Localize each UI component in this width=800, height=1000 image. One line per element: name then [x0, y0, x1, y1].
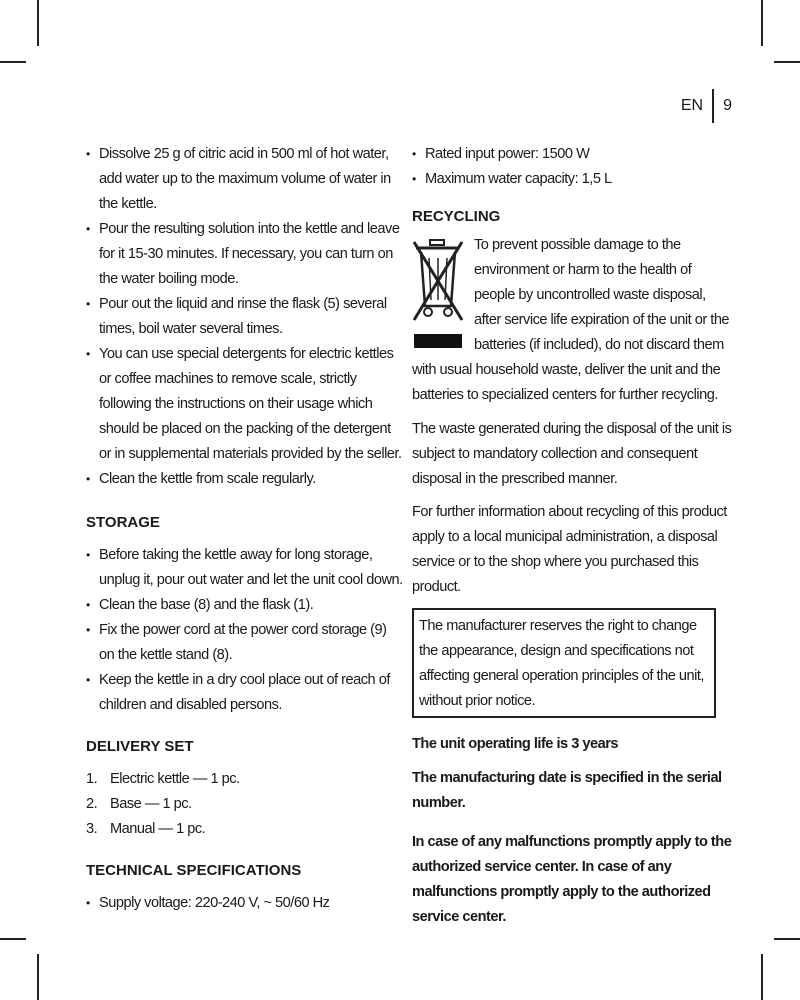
left-column	[86, 142, 404, 916]
recycling-heading: RECYCLING	[412, 208, 501, 225]
crop-mark	[761, 954, 763, 1000]
recycling-paragraph-2: The waste generated during the disposal of the unit is subject to mandatory collection and consequent disposal in the prescribed manner.	[412, 421, 732, 487]
page-number: 9	[723, 97, 732, 114]
right-column	[412, 142, 734, 930]
storage-list	[86, 543, 404, 718]
list-item: • You can use special detergents for electric kettles or coffee machines to remove scale, strictly following the instructions on their usage which should be placed on the packing of the detergent or in supplemental materials provided by the seller.	[86, 342, 404, 467]
notice-box	[412, 608, 716, 718]
list-item	[86, 792, 404, 817]
crop-mark	[37, 0, 39, 46]
notice-text: The manufacturer reserves the right to change the appearance, design and specifications not affecting general operation principles of the unit, without prior notice.	[419, 618, 704, 709]
list-item: • Keep the kettle in a dry cool place out of reach of children and disabled persons.	[86, 668, 404, 718]
item-text: Electric kettle — 1 pc.	[110, 771, 240, 787]
crop-mark	[0, 938, 26, 940]
language-code: EN	[680, 97, 704, 114]
crop-mark	[774, 938, 800, 940]
item-number: 2.	[86, 796, 98, 812]
delivery-list	[86, 767, 404, 842]
list-item: • Clean the base (8) and the flask (1).	[86, 593, 404, 618]
list-item: • Rated input power: 1500 W	[412, 142, 734, 167]
operating-life: The unit operating life is 3 years	[412, 736, 619, 752]
cleaning-list	[86, 142, 404, 492]
storage-heading: STORAGE	[86, 514, 160, 531]
specs-heading: TECHNICAL SPECIFICATIONS	[86, 862, 302, 879]
list-item: • Pour out the liquid and rinse the flask (5) several times, boil water several times.	[86, 292, 404, 342]
recycling-intro: To prevent possible damage to the environment or harm to the health of people by uncontrolled waste disposal, after service life expiration of the unit or the batteries (if included), do not discard them with usual household waste, deliver the unit and the batteries to specialized centers for further recycling.	[412, 237, 730, 403]
list-item: • Pour the resulting solution into the kettle and leave for it 15-30 minutes. If necessary, you can turn on the water boiling mode.	[86, 217, 404, 292]
service-notice: In case of any malfunctions promptly apply to the authorized service center. In case of any malfunctions promptly apply to the authorized service center.	[412, 834, 732, 925]
item-number: 1.	[86, 771, 98, 787]
crop-mark	[774, 61, 800, 63]
page-header	[681, 89, 732, 123]
recycling-block	[412, 233, 734, 408]
list-item	[86, 817, 404, 842]
list-item: • Maximum water capacity: 1,5 L	[412, 167, 734, 192]
crop-mark	[0, 61, 26, 63]
list-item: • Before taking the kettle away for long storage, unplug it, pour out water and let the unit cool down.	[86, 543, 404, 593]
recycling-paragraph-3: For further information about recycling of this product apply to a local municipal administration, a disposal service or to the shop where you purchased this product.	[412, 504, 727, 595]
list-item: • Dissolve 25 g of citric acid in 500 ml of hot water, add water up to the maximum volume of water in the kettle.	[86, 142, 404, 217]
list-item	[86, 767, 404, 792]
crop-mark	[761, 0, 763, 46]
crop-mark	[37, 954, 39, 1000]
item-number: 3.	[86, 821, 98, 837]
list-item: • Clean the kettle from scale regularly.	[86, 467, 404, 492]
item-text: Base — 1 pc.	[110, 796, 192, 812]
delivery-heading: DELIVERY SET	[86, 738, 194, 755]
list-item: • Supply voltage: 220-240 V, ~ 50/60 Hz	[86, 891, 404, 916]
list-item: • Fix the power cord at the power cord storage (9) on the kettle stand (8).	[86, 618, 404, 668]
item-text: Manual — 1 pc.	[110, 821, 206, 837]
manufacturing-date: The manufacturing date is specified in the serial number.	[412, 770, 722, 811]
specs-list	[86, 891, 404, 916]
specs-list-continued	[412, 142, 734, 192]
crossed-bin-icon	[412, 236, 464, 354]
